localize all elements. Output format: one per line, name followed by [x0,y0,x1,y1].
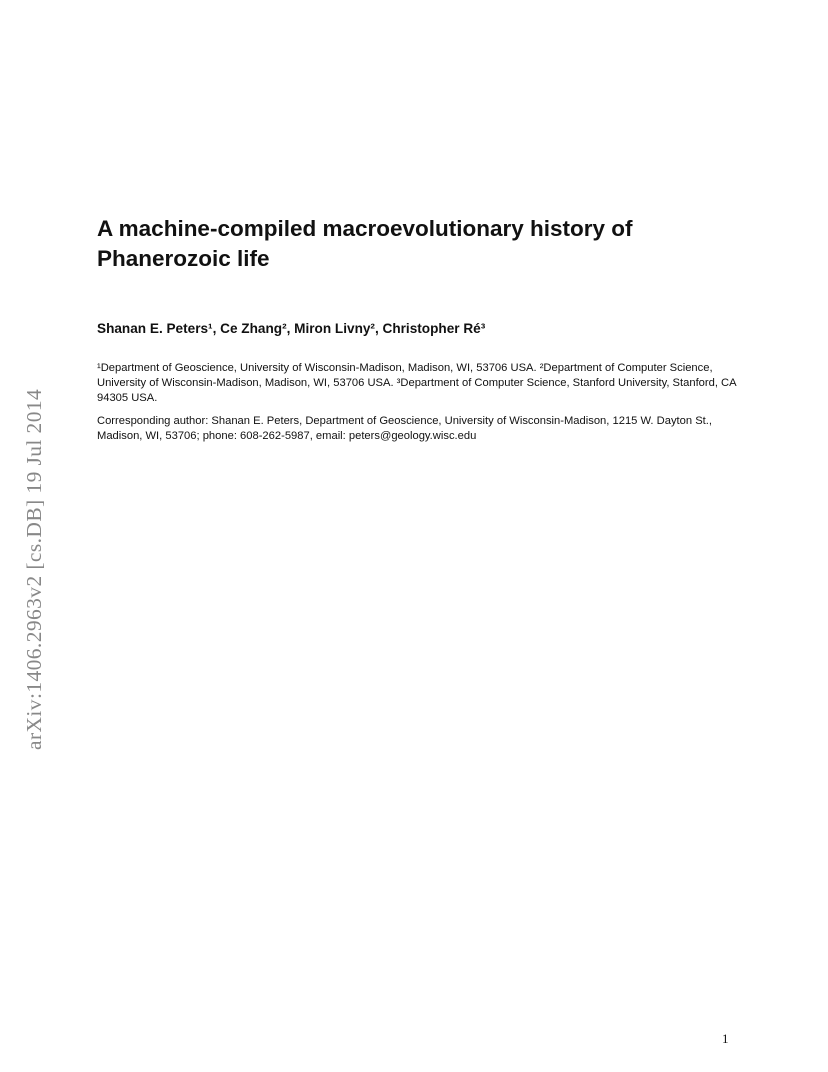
page-number: 1 [722,1031,729,1046]
corresponding-author: Corresponding author: Shanan E. Peters, Department of Geoscience, University of Wisconsin-Madison, 1215 W. Dayton St., Madison, WI, 53706; phone: 608-262-5987, email: peters@geology.wisc.edu [97,415,712,442]
author-list: Shanan E. Peters¹, Ce Zhang², Miron Livny², Christopher Ré³ [97,321,486,336]
affiliations: ¹Department of Geoscience, University of Wisconsin-Madison, Madison, WI, 53706 USA. ²Department of Computer Science, University of Wisconsin-Madison, Madison, WI, 53706 USA. ³Department of Computer Science, Stanford University, Stanford, CA 94305 USA. [97,362,736,404]
arxiv-identifier: arXiv:1406.2963v2 [cs.DB] 19 Jul 2014 [22,388,46,750]
paper-title: A machine-compiled macroevolutionary history of Phanerozoic life [97,216,633,271]
